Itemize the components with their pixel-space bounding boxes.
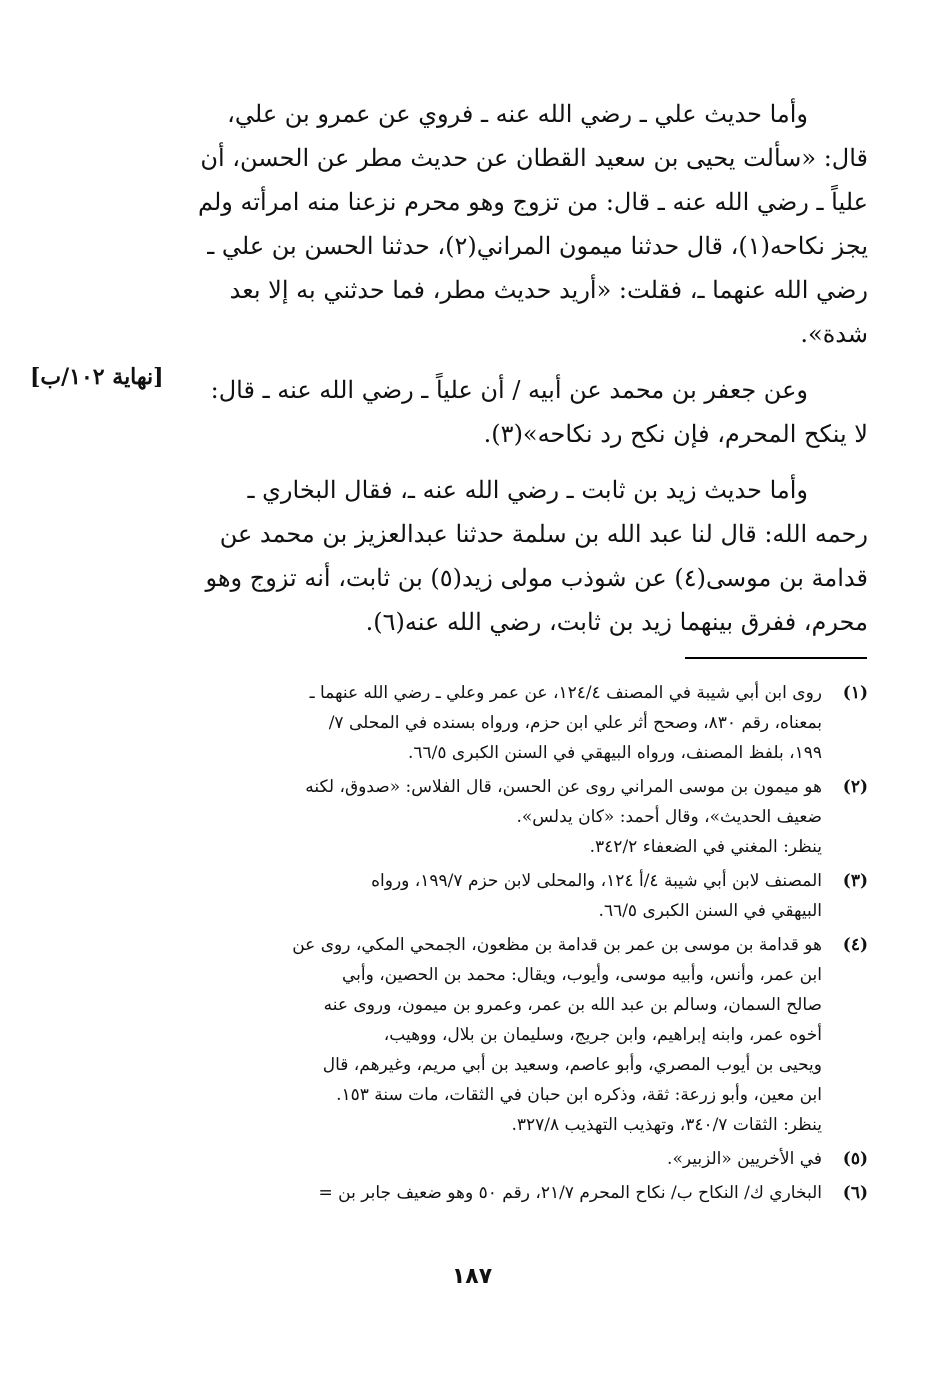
footnote-line: ويحيى بن أيوب المصري، وأبو عاصم، وسعيد بن أبي مريم، وغيرهم، قال bbox=[322, 1055, 822, 1075]
footnote-2 bbox=[168, 772, 868, 862]
text-line: رحمه الله: قال لنا عبد الله بن سلمة حدثنا عبدالعزيز بن محمد عن bbox=[219, 520, 868, 548]
text-line: وأما حديث علي ـ رضي الله عنه ـ فروي عن عمرو بن علي، bbox=[227, 100, 808, 128]
footnote-1 bbox=[168, 678, 868, 768]
footnote-line: في الأخريين «الزبير». bbox=[667, 1149, 822, 1169]
text-line: قال: «سألت يحيى بن سعيد القطان عن حديث مطر عن الحسن، أن bbox=[200, 144, 868, 172]
footnotes bbox=[168, 678, 868, 1212]
footnote-number: (١) bbox=[842, 683, 868, 703]
text-line: علياً ـ رضي الله عنه ـ قال: من تزوج وهو محرم نزعنا منه امرأته ولم bbox=[197, 188, 868, 216]
footnote-line: أخوه عمر، وابنه إبراهيم، وابن جريج، وسليمان بن بلال، ووهيب، bbox=[383, 1025, 822, 1045]
main-text bbox=[168, 92, 868, 656]
text-line: يجز نكاحه(١)، قال حدثنا ميمون المراني(٢)، حدثنا الحسن بن علي ـ bbox=[207, 232, 868, 260]
page-number: ١٨٧ bbox=[451, 1264, 493, 1289]
footnote-line: البخاري ك/ النكاح ب/ نكاح المحرم ٢١/٧، رقم ٥٠ وهو ضعيف جابر بن = bbox=[318, 1183, 822, 1203]
footnote-line: روى ابن أبي شيبة في المصنف ١٢٤/٤، عن عمر وعلي ـ رضي الله عنهما ـ bbox=[309, 683, 822, 703]
text-line: محرم، ففرق بينهما زيد بن ثابت، رضي الله عنه(٦). bbox=[365, 608, 868, 636]
footnote-line: ينظر: المغني في الضعفاء ٣٤٢/٢. bbox=[589, 837, 822, 857]
footnote-line: ابن معين، وأبو زرعة: ثقة، وذكره ابن حبان في الثقات، مات سنة ١٥٣. bbox=[336, 1085, 822, 1105]
footnote-line: هو ميمون بن موسى المراني روى عن الحسن، قال الفلاس: «صدوق، لكنه bbox=[305, 777, 822, 797]
footnote-line: المصنف لابن أبي شيبة ٤/أ ١٢٤، والمحلى لابن حزم ١٩٩/٧، ورواه bbox=[371, 871, 822, 891]
paragraph-3 bbox=[168, 468, 868, 644]
footnote-5 bbox=[168, 1144, 868, 1174]
footnote-number: (٢) bbox=[842, 777, 868, 797]
paragraph-1 bbox=[168, 92, 868, 356]
footnote-line: بمعناه، رقم ٨٣٠، وصحح أثر علي ابن حزم، ورواه بسنده في المحلى ٧/ bbox=[328, 713, 822, 733]
footnote-line: البيهقي في السنن الكبرى ٦٦/٥. bbox=[598, 901, 822, 921]
text-line: وأما حديث زيد بن ثابت ـ رضي الله عنه ـ، فقال البخاري ـ bbox=[247, 476, 808, 504]
footnote-number: (٣) bbox=[842, 871, 868, 891]
footnote-4 bbox=[168, 930, 868, 1140]
footnote-line: هو قدامة بن موسى بن عمر بن قدامة بن مظعون، الجمحي المكي، روى عن bbox=[292, 935, 822, 955]
text-line: لا ينكح المحرم، فإن نكح رد نكاحه»(٣). bbox=[483, 420, 868, 448]
footnote-line: ضعيف الحديث»، وقال أحمد: «كان يدلس». bbox=[516, 807, 822, 827]
text-line: وعن جعفر بن محمد عن أبيه / أن علياً ـ رضي الله عنه ـ قال: bbox=[210, 376, 808, 404]
footnote-line: صالح السمان، وسالم بن عبد الله بن عمر، وعمرو بن ميمون، وروى عنه bbox=[323, 995, 822, 1015]
footnote-3 bbox=[168, 866, 868, 926]
footnote-line: ينظر: الثقات ٣٤٠/٧، وتهذيب التهذيب ٣٢٧/٨. bbox=[511, 1115, 822, 1135]
text-line: شدة». bbox=[800, 320, 868, 348]
footnote-6 bbox=[168, 1178, 868, 1208]
text-line: قدامة بن موسى(٤) عن شوذب مولى زيد(٥) بن ثابت، أنه تزوج وهو bbox=[205, 564, 868, 592]
footnote-line: ابن عمر، وأنس، وأبيه موسى، وأيوب، ويقال: محمد بن الحصين، وأبي bbox=[341, 965, 822, 985]
footnote-number: (٥) bbox=[842, 1149, 868, 1169]
text-line: رضي الله عنهما ـ، فقلت: «أريد حديث مطر، فما حدثني به إلا بعد bbox=[229, 276, 868, 304]
footnote-separator bbox=[685, 657, 867, 659]
manuscript-folio-marker: [نهاية ١٠٢/ب] bbox=[30, 364, 164, 390]
footnote-line: ١٩٩، بلفظ المصنف، ورواه البيهقي في السنن الكبرى ٦٦/٥. bbox=[407, 743, 822, 763]
paragraph-2 bbox=[168, 368, 868, 456]
footnote-number: (٤) bbox=[842, 935, 868, 955]
footnote-number: (٦) bbox=[842, 1183, 868, 1203]
